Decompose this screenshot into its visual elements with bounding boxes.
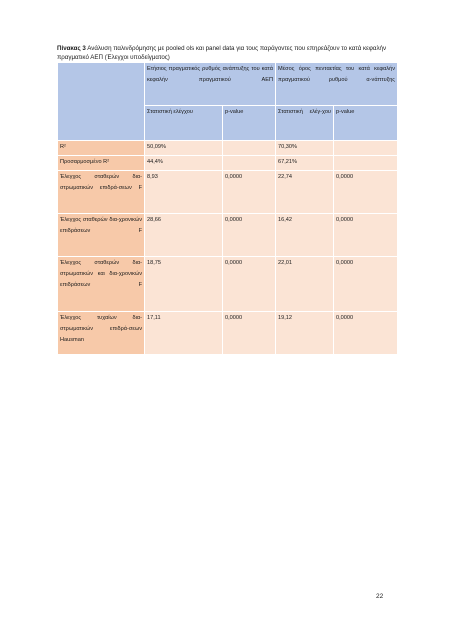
cell-value — [334, 141, 398, 156]
cell-value: 18,75 — [145, 257, 223, 312]
group-header-row — [58, 63, 398, 106]
page-number: 22 — [376, 593, 384, 600]
cell-value — [334, 156, 398, 171]
caption-table-number: Πίνακας 3 — [57, 45, 86, 52]
group-header-annual: Ετήσιος πραγματικός ρυθμός ανάπτυξης του κατά κεφαλήν πραγματικού ΑΕΠ — [145, 63, 276, 106]
table-row — [58, 141, 398, 156]
group-header-five-year: Μέσος όρος πενταετίας του κατά κεφαλήν πραγματικού ρυθμού α-νάπτυξης — [276, 63, 398, 106]
cell-value: 0,0000 — [223, 312, 276, 355]
sub-header-pvalue: p-value — [223, 106, 276, 141]
cell-value: 0,0000 — [334, 257, 398, 312]
cell-value: 44,4% — [145, 156, 223, 171]
cell-value: 8,93 — [145, 171, 223, 214]
cell-value: 50,09% — [145, 141, 223, 156]
row-label: Έλεγχος σταθερών δια-στρωματικών και δια-χρονικών επιδράσεων F — [58, 257, 145, 312]
corner-cell — [58, 63, 145, 141]
cell-value: 0,0000 — [223, 257, 276, 312]
cell-value: 0,0000 — [223, 171, 276, 214]
cell-value: 17,11 — [145, 312, 223, 355]
sub-header-pvalue: p-value — [334, 106, 398, 141]
cell-value — [223, 156, 276, 171]
table-caption — [57, 44, 402, 62]
cell-value: 28,66 — [145, 214, 223, 257]
cell-value: 0,0000 — [223, 214, 276, 257]
sub-header-statistic: Στατιστική ελέγχου — [145, 106, 223, 141]
cell-value: 22,74 — [276, 171, 334, 214]
table-row — [58, 214, 398, 257]
cell-value: 19,12 — [276, 312, 334, 355]
row-label: Έλεγχος σταθερών δια-χρονικών επιδράσεων F — [58, 214, 145, 257]
caption-text: Ανάλυση παλινδρόμησης με pooled ols και panel data για τους παράγοντες που επηρεάζουν το κατά κεφαλήν πραγματικό ΑΕΠ (Έλεγχοι υποδείγματος) — [57, 45, 387, 61]
row-label: Έλεγχος τυχαίων δια-στρωματικών επιδρά-σεων Hausman — [58, 312, 145, 355]
cell-value: 22,01 — [276, 257, 334, 312]
cell-value — [223, 141, 276, 156]
cell-value: 0,0000 — [334, 312, 398, 355]
table-row — [58, 156, 398, 171]
cell-value: 16,42 — [276, 214, 334, 257]
table-row — [58, 257, 398, 312]
cell-value: 0,0000 — [334, 214, 398, 257]
regression-results-table — [57, 62, 398, 355]
table-row — [58, 171, 398, 214]
table-row — [58, 312, 398, 355]
row-label: Έλεγχος σταθερών δια-στρωματικών επιδρά-σεων F — [58, 171, 145, 214]
cell-value: 70,30% — [276, 141, 334, 156]
cell-value: 67,21% — [276, 156, 334, 171]
row-label: R² — [58, 141, 145, 156]
sub-header-statistic: Στατιστική ελέγ-χου — [276, 106, 334, 141]
cell-value: 0,0000 — [334, 171, 398, 214]
row-label: Προσαρμοσμένο R² — [58, 156, 145, 171]
